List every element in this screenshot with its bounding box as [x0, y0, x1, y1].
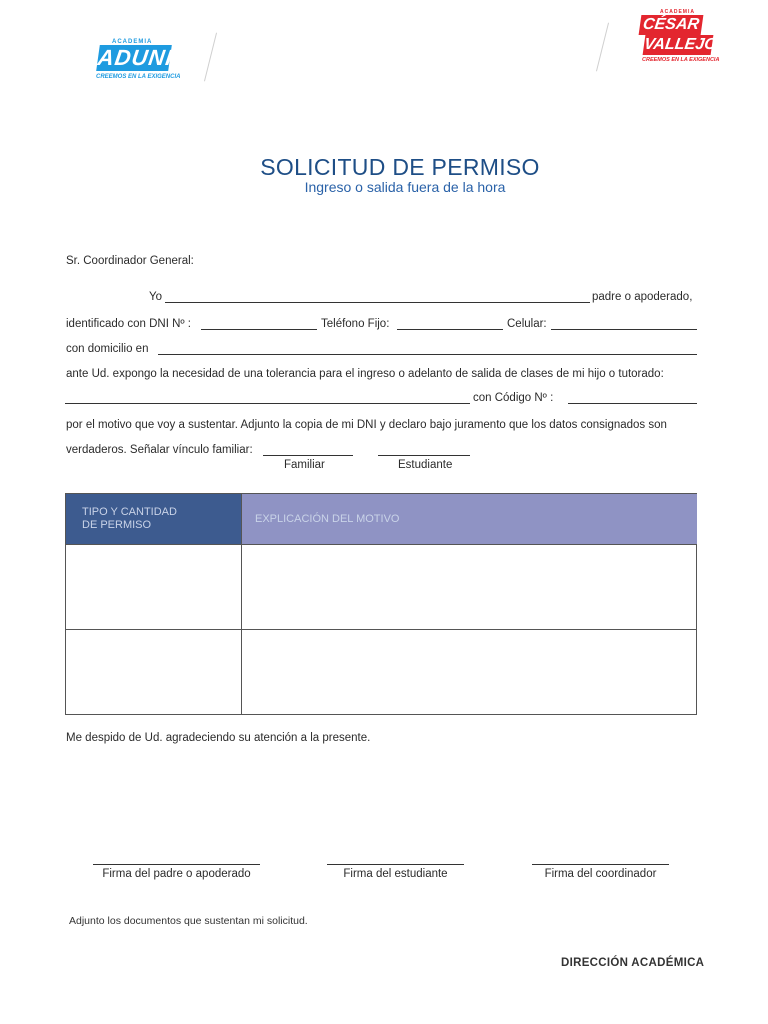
dni-field-line[interactable]	[201, 329, 317, 330]
signature-line-padre[interactable]	[93, 864, 260, 865]
signature-line-estudiante[interactable]	[327, 864, 464, 865]
estudiante-field-line[interactable]	[378, 455, 470, 456]
table-header-explicacion-text: EXPLICACIÓN DEL MOTIVO	[255, 513, 400, 525]
divider-slash	[596, 23, 609, 72]
student-name-field-line[interactable]	[65, 403, 470, 404]
cesar-vallejo-logo-tagline: CREEMOS EN LA EXIGENCIA	[642, 57, 720, 63]
familiar-field-line[interactable]	[263, 455, 353, 456]
cesar-vallejo-logo-line1: CÉSAR	[639, 15, 704, 35]
expongo-text: ante Ud. expongo la necesidad de una tolerancia para el ingreso o adelanto de salida de clases de mi hijo o tutorado:	[66, 368, 664, 380]
footer-direccion: DIRECCIÓN ACADÉMICA	[561, 957, 705, 969]
motivo-text-line1: por el motivo que voy a sustentar. Adjunto la copia de mi DNI y declaro bajo juramento que los datos consignados son	[66, 419, 667, 431]
aduni-logo: ADUNI	[96, 45, 175, 70]
table-header-explicacion	[241, 494, 697, 544]
signature-label-estudiante: Firma del estudiante	[343, 868, 448, 880]
cesar-vallejo-logo-line2: VALLEJO	[642, 36, 718, 53]
page-subtitle: Ingreso o salida fuera de la hora	[304, 179, 506, 195]
table-header-tipo-line2: DE PERMISO	[82, 519, 152, 531]
codigo-field-line[interactable]	[568, 403, 697, 404]
telefono-field-line[interactable]	[397, 329, 503, 330]
closing-text: Me despido de Ud. agradeciendo su atención a la presente.	[66, 732, 371, 744]
cesar-vallejo-logo-top-text: ACADEMIA	[660, 9, 695, 15]
table-header-tipo-line1: TIPO Y CANTIDAD	[82, 506, 177, 518]
estudiante-label: Estudiante	[398, 459, 453, 471]
aduni-logo-tagline: CREEMOS EN LA EXIGENCIA	[96, 74, 181, 80]
domicilio-label: con domicilio en	[66, 343, 149, 355]
padre-label: padre o apoderado,	[592, 291, 693, 303]
aduni-logo-top-text: ACADEMIA	[112, 39, 153, 45]
domicilio-field-line[interactable]	[158, 354, 697, 355]
page-title: SOLICITUD DE PERMISO	[260, 154, 540, 180]
celular-field-line[interactable]	[551, 329, 697, 330]
table-cell-tipo-1[interactable]	[66, 545, 240, 629]
signature-label-padre: Firma del padre o apoderado	[102, 868, 251, 880]
yo-label: Yo	[149, 291, 163, 303]
divider-slash	[204, 33, 217, 82]
table-header-tipo	[66, 494, 241, 544]
table-cell-motivo-1[interactable]	[242, 545, 696, 629]
name-field-line[interactable]	[165, 302, 590, 303]
motivo-text-line2: verdaderos. Señalar vínculo familiar:	[66, 444, 253, 456]
telefono-label: Teléfono Fijo:	[321, 318, 390, 330]
familiar-label: Familiar	[284, 459, 325, 471]
signature-line-coordinador[interactable]	[532, 864, 669, 865]
table-cell-motivo-2[interactable]	[242, 630, 696, 714]
table-cell-tipo-2[interactable]	[66, 630, 240, 714]
salutation: Sr. Coordinador General:	[66, 255, 194, 267]
adjunto-text: Adjunto los documentos que sustentan mi solicitud.	[69, 915, 308, 927]
codigo-label: con Código Nº :	[473, 392, 554, 404]
signature-label-coordinador: Firma del coordinador	[544, 868, 657, 880]
celular-label: Celular:	[507, 318, 547, 330]
dni-label: identificado con DNI Nº :	[66, 318, 192, 330]
